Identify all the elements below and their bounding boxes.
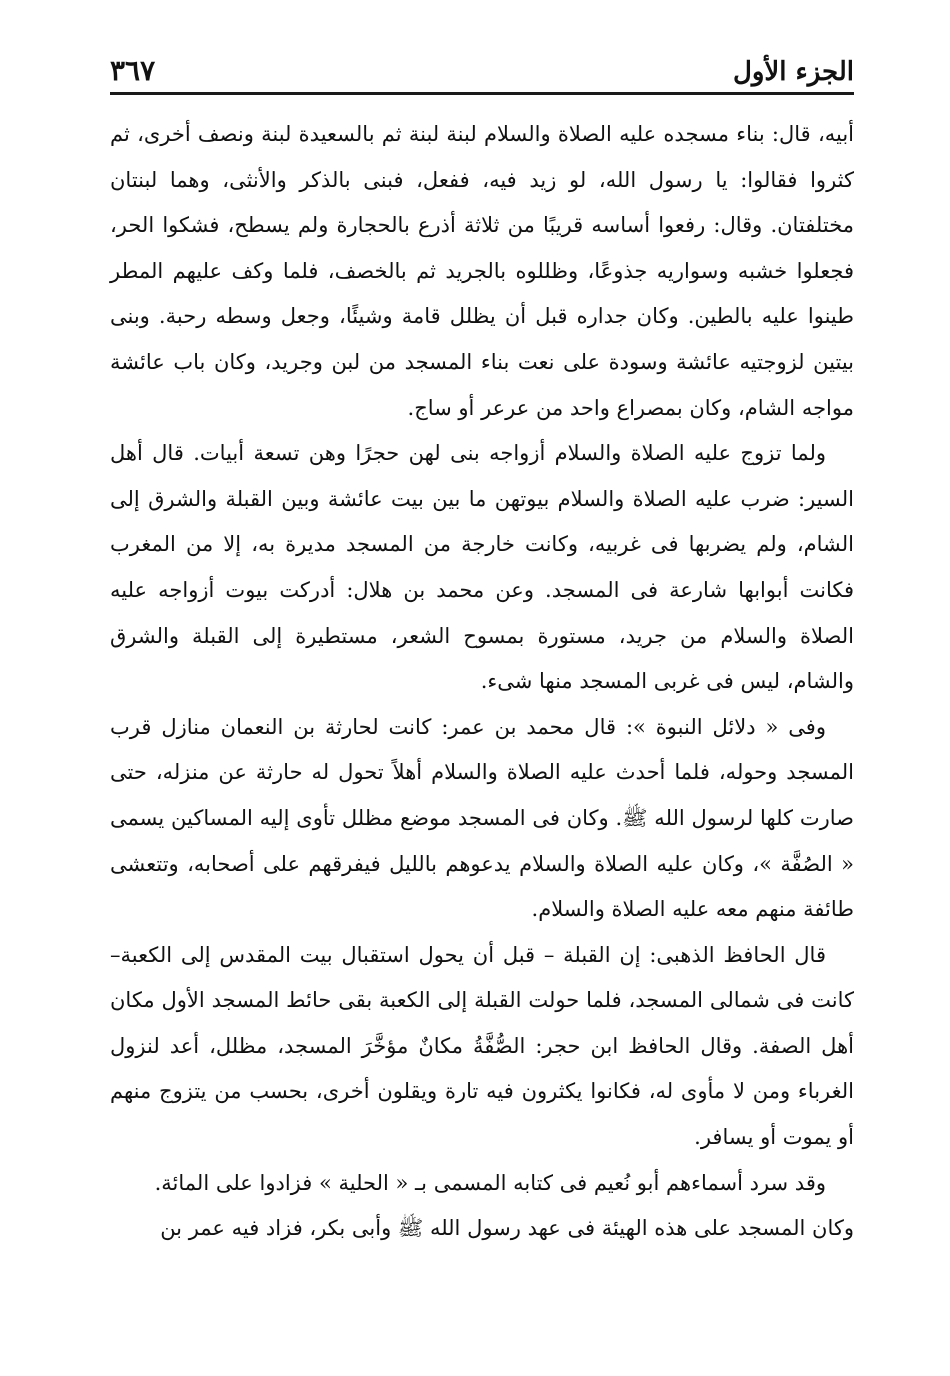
page-header xyxy=(110,40,854,88)
paragraph-mosque-construction: أبيه، قال: بناء مسجده عليه الصلاة والسلام لبنة لبنة ثم بالسعيدة لبنة ونصف أخرى، ثم كثروا فقالوا: يا رسول الله، لو زيد فيه، ففعل، فبنى بالذكر والأنثى، وهما لبنتان مختلفتان. وقال: رفعوا أساسه قريبًا من ثلاثة أذرع بالحجارة ولم يسطح، فشكوا الحر، فجعلوا خشبه وسواريه جذوعًا، وظللوه بالجريد ثم بالخصف، فلما وكف عليهم المطر طينوا عليه بالطين. وكان جداره قبل أن يظلل قامة وشيئًا، وجعل وسطه رحبة. وبنى بيتين لزوجتيه عائشة وسودة على نعت بناء المسجد من لبن وجريد، وكان باب عائشة مواجه الشام، وكان بمصراع واحد من عرعر أو ساج. xyxy=(110,122,854,420)
paragraph-mosque-expansion: وكان المسجد على هذه الهيئة فى عهد رسول الله ﷺ وأبى بكر، فزاد فيه عمر بن xyxy=(160,1216,854,1241)
paragraph-wives-rooms: ولما تزوج عليه الصلاة والسلام أزواجه بنى لهن حجرًا وهن تسعة أبيات. قال أهل السير: ضرب عليه الصلاة والسلام بيوتهن ما بين بيت عائشة وبين القبلة والشرق إلى الشام، ولم يضربها فى غربيه، وكانت خارجة من المسجد مديرة به، إلا من المغرب فكانت أبوابها شارعة فى المسجد. وعن محمد بن هلال: أدركت بيوت أزواجه عليه الصلاة والسلام من جريد، مستورة بمسوح الشعر، مستطيرة إلى القبلة والشرق والشام، ليس فى غربى المسجد منها شىء. xyxy=(110,441,854,694)
running-title: الجزء الأول xyxy=(732,56,854,87)
header-divider xyxy=(110,92,854,95)
body-text xyxy=(110,112,854,1252)
paragraph-abu-nuaym: وقد سرد أسماءهم أبو نُعيم فى كتابه المسمى بـ « الحلية » فزادوا على المائة. xyxy=(154,1170,826,1195)
paragraph-dalail-al-nubuwwa: وفى « دلائل النبوة »: قال محمد بن عمر: كانت لحارثة بن النعمان منازل قرب المسجد وحوله، فلما أحدث عليه الصلاة والسلام أهلاً تحول له حارثة عن منزله، حتى صارت كلها لرسول الله ﷺ. وكان فى المسجد موضع مظلل تأوى إليه المساكين يسمى « الصُفَّة »، وكان عليه الصلاة والسلام يدعوهم بالليل فيفرقهم على أصحابه، وتتعشى طائفة منهم معه عليه الصلاة والسلام. xyxy=(110,714,854,922)
paragraph-al-dhahabi: قال الحافظ الذهبى: إن القبلة – قبل أن يحول استقبال بيت المقدس إلى الكعبة– كانت فى شمالى المسجد، فلما حولت القبلة إلى الكعبة بقى حائط المسجد الأول مكان أهل الصفة. وقال الحافظ ابن حجر: الصُّفَّةُ مكانٌ مؤخَّرَ المسجد، مظلل، أعد لنزول الغرباء ومن لا مأوى له، فكانوا يكثرون فيه تارة ويقلون أخرى، بحسب من يتزوج منهم أو يموت أو يسافر. xyxy=(110,942,854,1150)
page-number: ٣٦٧ xyxy=(110,54,156,88)
